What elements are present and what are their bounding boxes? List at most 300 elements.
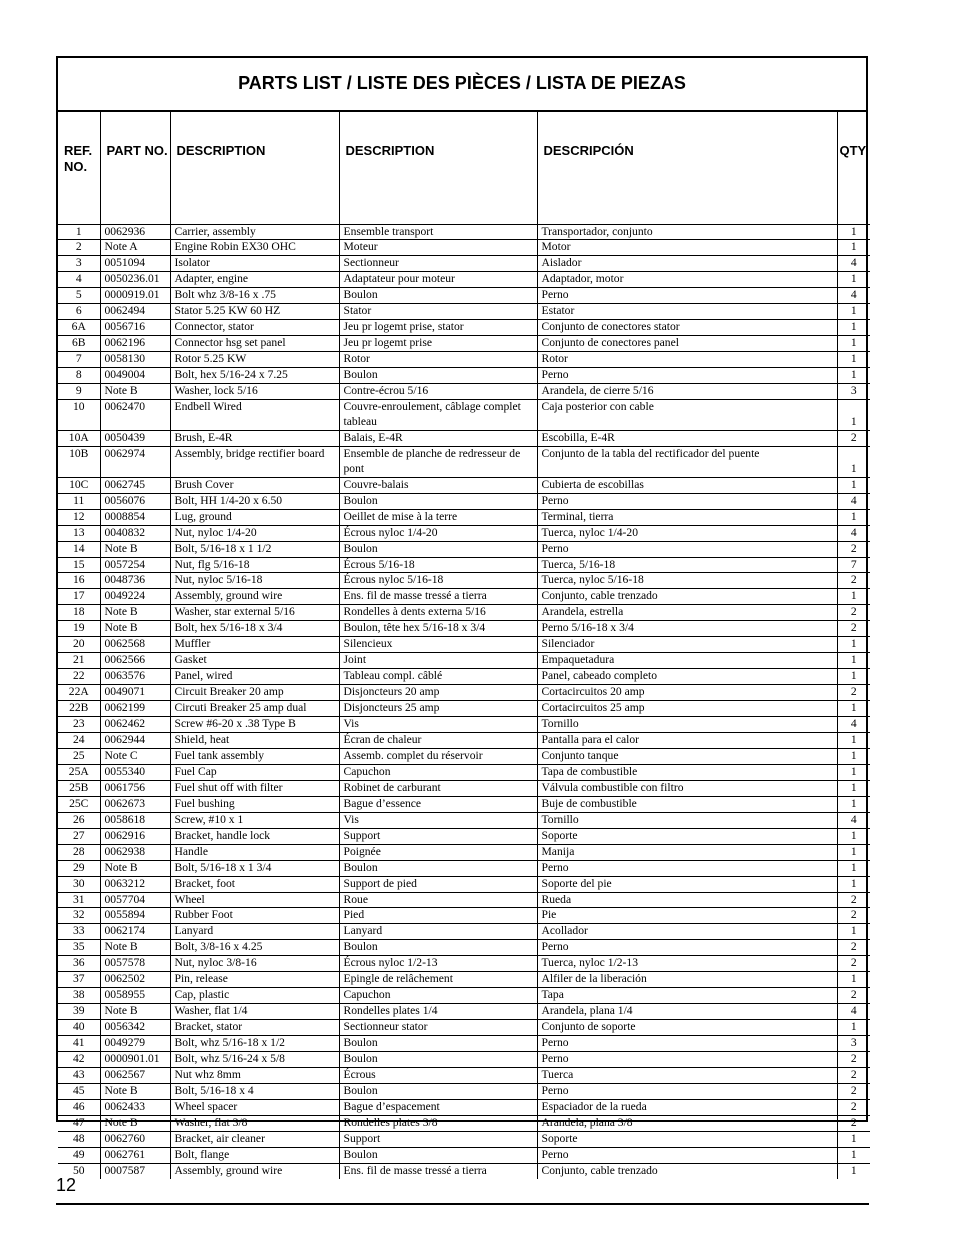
parts-table: [58, 112, 870, 1179]
cell-description-fr: Jeu pr logemt prise: [339, 336, 537, 352]
cell-description-es: Conjunto, cable trenzado: [537, 589, 837, 605]
cell-description-en: Bolt, 5/16-18 x 4: [170, 1083, 339, 1099]
table-row: [58, 589, 870, 605]
cell-description-es: Adaptador, motor: [537, 272, 837, 288]
cell-description-fr: Écrous 5/16-18: [339, 557, 537, 573]
cell-qty: 4: [837, 812, 870, 828]
cell-ref-no: 25B: [58, 780, 100, 796]
table-row: [58, 304, 870, 320]
cell-part-no: 0062938: [100, 844, 170, 860]
cell-description-es: Buje de combustible: [537, 796, 837, 812]
cell-description-es: Tapa de combustible: [537, 764, 837, 780]
cell-ref-no: 21: [58, 653, 100, 669]
cell-part-no: 0057254: [100, 557, 170, 573]
cell-description-es: Conjunto de conectores stator: [537, 320, 837, 336]
cell-part-no: 0062936: [100, 224, 170, 240]
cell-description-en: Nut, nyloc 5/16-18: [170, 573, 339, 589]
cell-description-fr: Support de pied: [339, 876, 537, 892]
cell-ref-no: 9: [58, 384, 100, 400]
cell-description-en: Connector hsg set panel: [170, 336, 339, 352]
table-row: [58, 860, 870, 876]
cell-description-fr: Vis: [339, 812, 537, 828]
cell-description-en: Bracket, handle lock: [170, 828, 339, 844]
cell-description-en: Panel, wired: [170, 669, 339, 685]
cell-description-fr: Lanyard: [339, 924, 537, 940]
cell-description-es: Tuerca, 5/16-18: [537, 557, 837, 573]
cell-description-fr: Boulon: [339, 368, 537, 384]
cell-description-en: Bolt, hex 5/16-24 x 7.25: [170, 368, 339, 384]
cell-ref-no: 38: [58, 988, 100, 1004]
cell-description-en: Carrier, assembly: [170, 224, 339, 240]
cell-description-fr: Capuchon: [339, 988, 537, 1004]
cell-description-en: Assembly, ground wire: [170, 589, 339, 605]
cell-description-en: Adapter, engine: [170, 272, 339, 288]
cell-description-es: Perno: [537, 1083, 837, 1099]
cell-description-en: Muffler: [170, 637, 339, 653]
cell-qty: 1: [837, 1163, 870, 1178]
cell-description-es: Perno: [537, 288, 837, 304]
cell-ref-no: 27: [58, 828, 100, 844]
cell-ref-no: 28: [58, 844, 100, 860]
cell-part-no: 0062566: [100, 653, 170, 669]
cell-qty: 2: [837, 685, 870, 701]
cell-qty: 1: [837, 399, 870, 430]
cell-description-es: Pantalla para el calor: [537, 733, 837, 749]
table-row: [58, 288, 870, 304]
cell-description-fr: Écrous nyloc 1/2-13: [339, 956, 537, 972]
cell-part-no: Note B: [100, 541, 170, 557]
table-row: [58, 573, 870, 589]
cell-qty: 1: [837, 780, 870, 796]
cell-qty: 2: [837, 988, 870, 1004]
cell-description-fr: Boulon: [339, 493, 537, 509]
cell-description-en: Bolt, 5/16-18 x 1 1/2: [170, 541, 339, 557]
cell-ref-no: 39: [58, 1004, 100, 1020]
table-row: [58, 477, 870, 493]
cell-ref-no: 31: [58, 892, 100, 908]
header-description-en: DESCRIPTION: [170, 112, 339, 224]
cell-description-en: Screw, #10 x 1: [170, 812, 339, 828]
table-row: [58, 717, 870, 733]
cell-part-no: 0062760: [100, 1131, 170, 1147]
cell-part-no: Note C: [100, 748, 170, 764]
cell-description-es: Conjunto tanque: [537, 748, 837, 764]
parts-table-body: [58, 224, 870, 1179]
cell-description-fr: Boulon: [339, 288, 537, 304]
cell-ref-no: 33: [58, 924, 100, 940]
cell-description-en: Washer, star external 5/16: [170, 605, 339, 621]
table-row: [58, 876, 870, 892]
cell-qty: 1: [837, 844, 870, 860]
cell-qty: 1: [837, 924, 870, 940]
cell-description-en: Fuel tank assembly: [170, 748, 339, 764]
cell-ref-no: 20: [58, 637, 100, 653]
table-row: [58, 1068, 870, 1084]
cell-description-es: Tornillo: [537, 812, 837, 828]
cell-description-en: Endbell Wired: [170, 399, 339, 430]
cell-description-en: Circuti Breaker 25 amp dual: [170, 701, 339, 717]
cell-description-fr: Tableau compl. câblé: [339, 669, 537, 685]
table-row: [58, 844, 870, 860]
cell-description-fr: Bague d’espacement: [339, 1099, 537, 1115]
cell-qty: 1: [837, 637, 870, 653]
cell-qty: 4: [837, 525, 870, 541]
cell-description-fr: Contre-écrou 5/16: [339, 384, 537, 400]
table-row: [58, 1052, 870, 1068]
cell-qty: 2: [837, 892, 870, 908]
table-row: [58, 1099, 870, 1115]
cell-part-no: Note B: [100, 1004, 170, 1020]
cell-description-es: Tuerca, nyloc 1/2-13: [537, 956, 837, 972]
cell-description-en: Wheel spacer: [170, 1099, 339, 1115]
cell-ref-no: 41: [58, 1036, 100, 1052]
cell-description-es: Tuerca: [537, 1068, 837, 1084]
cell-part-no: 0057704: [100, 892, 170, 908]
cell-part-no: 0062673: [100, 796, 170, 812]
cell-ref-no: 1: [58, 224, 100, 240]
cell-description-en: Bracket, air cleaner: [170, 1131, 339, 1147]
cell-qty: 1: [837, 860, 870, 876]
cell-description-fr: Balais, E-4R: [339, 430, 537, 446]
cell-description-fr: Sectionneur: [339, 256, 537, 272]
header-row: [58, 112, 870, 224]
cell-qty: 1: [837, 796, 870, 812]
cell-ref-no: 37: [58, 972, 100, 988]
cell-ref-no: 42: [58, 1052, 100, 1068]
cell-ref-no: 45: [58, 1083, 100, 1099]
cell-part-no: 0051094: [100, 256, 170, 272]
cell-description-es: Perno: [537, 541, 837, 557]
cell-ref-no: 8: [58, 368, 100, 384]
cell-qty: 1: [837, 653, 870, 669]
cell-description-es: Silenciador: [537, 637, 837, 653]
cell-qty: 1: [837, 352, 870, 368]
cell-part-no: 0062568: [100, 637, 170, 653]
cell-description-fr: Rondelles plates 1/4: [339, 1004, 537, 1020]
cell-description-fr: Roue: [339, 892, 537, 908]
table-row: [58, 446, 870, 477]
cell-description-fr: Support: [339, 1131, 537, 1147]
cell-qty: 4: [837, 1004, 870, 1020]
table-row: [58, 1115, 870, 1131]
cell-description-en: Fuel bushing: [170, 796, 339, 812]
cell-description-en: Bolt whz 3/8-16 x .75: [170, 288, 339, 304]
cell-qty: 1: [837, 589, 870, 605]
table-row: [58, 541, 870, 557]
cell-ref-no: 25C: [58, 796, 100, 812]
cell-part-no: Note B: [100, 940, 170, 956]
cell-qty: 4: [837, 493, 870, 509]
cell-description-en: Nut, nyloc 3/8-16: [170, 956, 339, 972]
table-row: [58, 908, 870, 924]
cell-qty: 2: [837, 605, 870, 621]
cell-description-en: Bolt, flange: [170, 1147, 339, 1163]
cell-description-es: Espaciador de la rueda: [537, 1099, 837, 1115]
cell-qty: 4: [837, 717, 870, 733]
cell-qty: 2: [837, 940, 870, 956]
cell-description-fr: Stator: [339, 304, 537, 320]
cell-qty: 2: [837, 541, 870, 557]
cell-description-fr: Boulon: [339, 1147, 537, 1163]
cell-qty: 1: [837, 477, 870, 493]
cell-part-no: 0062974: [100, 446, 170, 477]
cell-description-en: Bracket, foot: [170, 876, 339, 892]
table-row: [58, 399, 870, 430]
cell-qty: 1: [837, 669, 870, 685]
cell-part-no: 0055340: [100, 764, 170, 780]
cell-description-en: Stator 5.25 KW 60 HZ: [170, 304, 339, 320]
table-row: [58, 780, 870, 796]
cell-description-fr: Rondelles à dents externa 5/16: [339, 605, 537, 621]
table-row: [58, 685, 870, 701]
cell-part-no: 0062502: [100, 972, 170, 988]
table-row: [58, 368, 870, 384]
cell-description-fr: Écrous: [339, 1068, 537, 1084]
table-row: [58, 493, 870, 509]
cell-qty: 7: [837, 557, 870, 573]
table-row: [58, 1020, 870, 1036]
table-row: [58, 748, 870, 764]
cell-ref-no: 6A: [58, 320, 100, 336]
cell-description-fr: Bague d’essence: [339, 796, 537, 812]
cell-description-es: Estator: [537, 304, 837, 320]
cell-description-es: Arandela, plana 1/4: [537, 1004, 837, 1020]
cell-part-no: 0062494: [100, 304, 170, 320]
cell-ref-no: 26: [58, 812, 100, 828]
cell-description-en: Screw #6-20 x .38 Type B: [170, 717, 339, 733]
cell-description-en: Nut, flg 5/16-18: [170, 557, 339, 573]
cell-ref-no: 3: [58, 256, 100, 272]
table-row: [58, 653, 870, 669]
cell-ref-no: 36: [58, 956, 100, 972]
cell-qty: 1: [837, 304, 870, 320]
cell-description-fr: Disjoncteurs 25 amp: [339, 701, 537, 717]
cell-part-no: 0062761: [100, 1147, 170, 1163]
cell-part-no: Note B: [100, 621, 170, 637]
cell-description-en: Lug, ground: [170, 509, 339, 525]
cell-part-no: 0008854: [100, 509, 170, 525]
cell-description-fr: Couvre-balais: [339, 477, 537, 493]
cell-description-es: Perno: [537, 493, 837, 509]
cell-ref-no: 23: [58, 717, 100, 733]
cell-ref-no: 46: [58, 1099, 100, 1115]
cell-description-es: Soporte del pie: [537, 876, 837, 892]
cell-description-fr: Disjoncteurs 20 amp: [339, 685, 537, 701]
cell-description-fr: Boulon: [339, 541, 537, 557]
cell-part-no: Note B: [100, 605, 170, 621]
cell-qty: 2: [837, 573, 870, 589]
cell-part-no: 0056076: [100, 493, 170, 509]
cell-ref-no: 47: [58, 1115, 100, 1131]
table-row: [58, 972, 870, 988]
cell-description-en: Brush, E-4R: [170, 430, 339, 446]
cell-description-fr: Capuchon: [339, 764, 537, 780]
cell-description-es: Acollador: [537, 924, 837, 940]
cell-ref-no: 22A: [58, 685, 100, 701]
cell-part-no: 0062470: [100, 399, 170, 430]
cell-ref-no: 6: [58, 304, 100, 320]
cell-description-es: Motor: [537, 240, 837, 256]
cell-description-es: Perno: [537, 940, 837, 956]
cell-description-en: Brush Cover: [170, 477, 339, 493]
header-qty: QTY: [837, 112, 870, 224]
table-row: [58, 956, 870, 972]
table-row: [58, 352, 870, 368]
cell-description-en: Bracket, stator: [170, 1020, 339, 1036]
cell-qty: 3: [837, 1036, 870, 1052]
table-row: [58, 557, 870, 573]
cell-qty: 1: [837, 876, 870, 892]
cell-ref-no: 10: [58, 399, 100, 430]
cell-description-es: Perno 5/16-18 x 3/4: [537, 621, 837, 637]
cell-part-no: 0049224: [100, 589, 170, 605]
cell-description-es: Perno: [537, 368, 837, 384]
cell-part-no: 0007587: [100, 1163, 170, 1178]
cell-description-en: Washer, flat 3/8: [170, 1115, 339, 1131]
table-row: [58, 637, 870, 653]
cell-description-es: Conjunto, cable trenzado: [537, 1163, 837, 1178]
cell-qty: 1: [837, 224, 870, 240]
cell-description-en: Bolt, hex 5/16-18 x 3/4: [170, 621, 339, 637]
table-row: [58, 940, 870, 956]
cell-qty: 2: [837, 1052, 870, 1068]
table-row: [58, 384, 870, 400]
cell-description-es: Aislador: [537, 256, 837, 272]
cell-part-no: 0062916: [100, 828, 170, 844]
cell-ref-no: 50: [72, 1163, 85, 1177]
cell-description-en: Nut whz 8mm: [170, 1068, 339, 1084]
cell-description-fr: Poignée: [339, 844, 537, 860]
cell-part-no: 0062199: [100, 701, 170, 717]
cell-description-es: Rueda: [537, 892, 837, 908]
header-description-es: DESCRIPCIÓN: [537, 112, 837, 224]
cell-qty: 1: [837, 733, 870, 749]
table-row: [58, 621, 870, 637]
cell-description-es: Escobilla, E-4R: [537, 430, 837, 446]
cell-qty: 1: [837, 240, 870, 256]
cell-qty: 2: [837, 1083, 870, 1099]
cell-part-no: 0049279: [100, 1036, 170, 1052]
cell-description-en: Shield, heat: [170, 733, 339, 749]
cell-ref-no: 22B: [58, 701, 100, 717]
cell-ref-no: 16: [58, 573, 100, 589]
cell-ref-no: 7: [58, 352, 100, 368]
cell-description-es: Tuerca, nyloc 1/4-20: [537, 525, 837, 541]
cell-description-es: Perno: [537, 860, 837, 876]
cell-qty: 1: [837, 1131, 870, 1147]
table-row: [58, 1083, 870, 1099]
cell-ref-no: 10A: [58, 430, 100, 446]
cell-description-fr: Oeillet de mise à la terre: [339, 509, 537, 525]
cell-qty: 1: [837, 972, 870, 988]
table-row: [58, 701, 870, 717]
cell-part-no: 0063576: [100, 669, 170, 685]
cell-qty: 1: [837, 828, 870, 844]
cell-description-fr: Écrous nyloc 1/4-20: [339, 525, 537, 541]
table-row: [58, 509, 870, 525]
cell-description-en: Lanyard: [170, 924, 339, 940]
cell-description-fr: Support: [339, 828, 537, 844]
cell-part-no: 0050439: [100, 430, 170, 446]
cell-qty: 1: [837, 1020, 870, 1036]
cell-ref-no: 48: [58, 1131, 100, 1147]
cell-description-fr: Epingle de relâchement: [339, 972, 537, 988]
table-row: [58, 336, 870, 352]
cell-ref-no: 4: [58, 272, 100, 288]
cell-ref-no: 6B: [58, 336, 100, 352]
cell-description-fr: Pied: [339, 908, 537, 924]
cell-description-es: Terminal, tierra: [537, 509, 837, 525]
cell-description-en: Bolt, HH 1/4-20 x 6.50: [170, 493, 339, 509]
cell-ref-no: 5: [58, 288, 100, 304]
table-row: [58, 924, 870, 940]
cell-qty: 1: [837, 446, 870, 477]
cell-description-fr: Boulon: [339, 1052, 537, 1068]
cell-description-en: Washer, flat 1/4: [170, 1004, 339, 1020]
cell-part-no: 0062462: [100, 717, 170, 733]
cell-description-es: Transportador, conjunto: [537, 224, 837, 240]
table-row: [58, 1004, 870, 1020]
cell-ref-no: 35: [58, 940, 100, 956]
cell-description-en: Circuit Breaker 20 amp: [170, 685, 339, 701]
cell-description-fr: Ensemble transport: [339, 224, 537, 240]
cell-description-en: Bolt, whz 5/16-18 x 1/2: [170, 1036, 339, 1052]
table-row: [58, 988, 870, 1004]
cell-description-fr: Joint: [339, 653, 537, 669]
cell-ref-no: 43: [58, 1068, 100, 1084]
cell-description-es: Conjunto de conectores panel: [537, 336, 837, 352]
cell-part-no: 0056342: [100, 1020, 170, 1036]
cell-ref-no: 14: [58, 541, 100, 557]
cell-qty: 2: [837, 956, 870, 972]
cell-description-fr: Boulon: [339, 940, 537, 956]
cell-part-no: 0000901.01: [100, 1052, 170, 1068]
cell-description-es: Empaquetadura: [537, 653, 837, 669]
cell-qty: 2: [837, 1068, 870, 1084]
cell-description-es: Conjunto de soporte: [537, 1020, 837, 1036]
cell-description-es: Cubierta de escobillas: [537, 477, 837, 493]
table-row: [58, 1163, 870, 1178]
cell-qty: 1: [837, 764, 870, 780]
cell-ref-no: 17: [58, 589, 100, 605]
cell-part-no: 0061756: [100, 780, 170, 796]
cell-description-fr: Silencieux: [339, 637, 537, 653]
table-row: [58, 1036, 870, 1052]
cell-ref-no: 19: [58, 621, 100, 637]
cell-description-es: Tapa: [537, 988, 837, 1004]
table-row: [58, 669, 870, 685]
cell-description-es: Cortacircuitos 20 amp: [537, 685, 837, 701]
table-row: [58, 605, 870, 621]
table-row: [58, 764, 870, 780]
cell-qty: 1: [837, 336, 870, 352]
cell-part-no: 0063212: [100, 876, 170, 892]
table-row: [58, 733, 870, 749]
cell-qty: 1: [837, 320, 870, 336]
cell-ref-no: 25: [58, 748, 100, 764]
cell-ref-no: 24: [58, 733, 100, 749]
cell-ref-no: 10B: [58, 446, 100, 477]
cell-description-fr: Rotor: [339, 352, 537, 368]
page-number: 12: [56, 1175, 77, 1195]
cell-part-no: Note B: [100, 1115, 170, 1131]
cell-ref-no: 2: [58, 240, 100, 256]
cell-description-en: Wheel: [170, 892, 339, 908]
cell-description-en: Rubber Foot: [170, 908, 339, 924]
cell-description-es: Alfiler de la liberación: [537, 972, 837, 988]
cell-part-no: 0048736: [100, 573, 170, 589]
cell-description-fr: Boulon: [339, 1036, 537, 1052]
